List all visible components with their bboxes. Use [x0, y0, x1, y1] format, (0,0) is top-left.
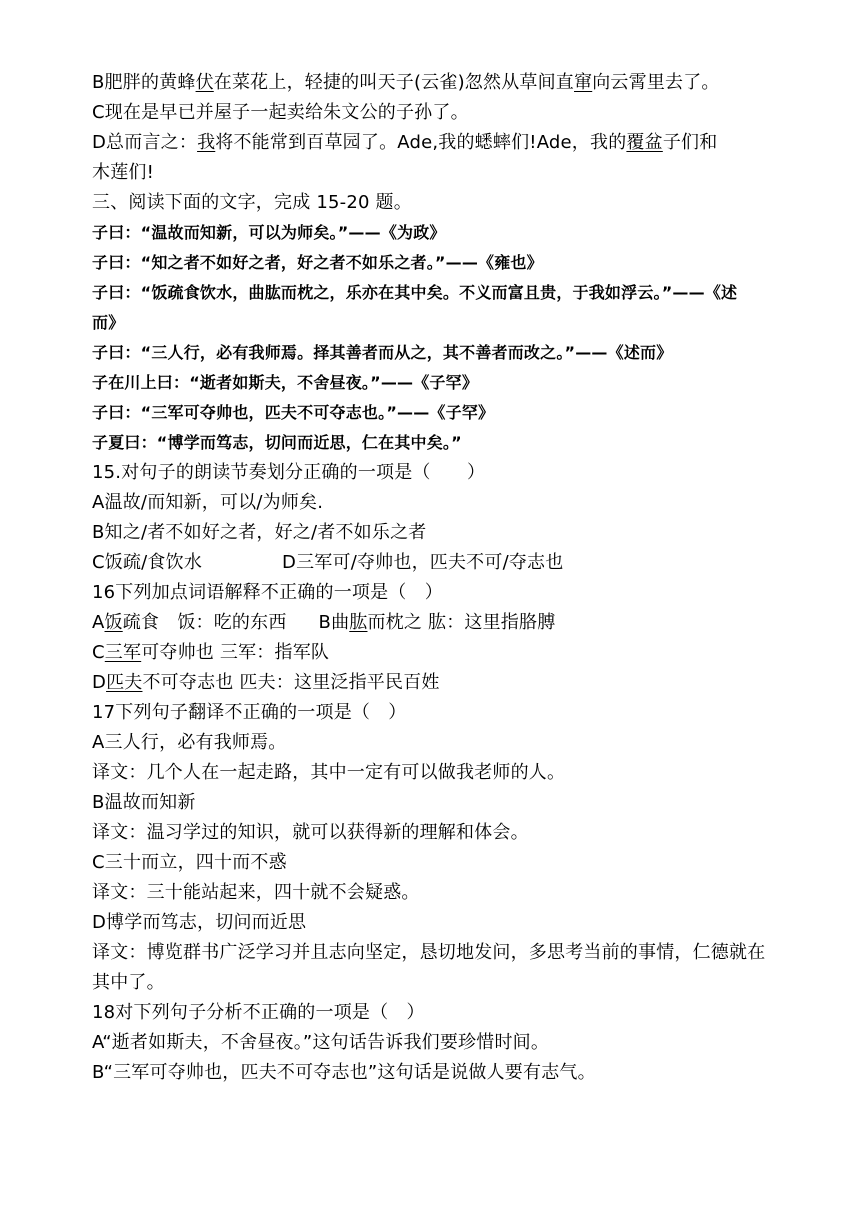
q17-option-a-translation: 译文：几个人在一起走路，其中一定有可以做我老师的人。 — [92, 762, 566, 783]
text: 疏食 饭：吃的东西 — [122, 612, 287, 633]
underlined-word: 饭 — [104, 612, 123, 633]
q15-options-c-d — [92, 548, 860, 578]
text: B肥胖的黄蜂 — [92, 72, 196, 93]
underlined-word: 覆盆 — [626, 132, 663, 153]
text: 在菜花上，轻捷的叫天子(云雀)忽然从草间直 — [213, 72, 575, 93]
q17-option-c: C三十而立，四十而不惑 — [92, 852, 287, 873]
q17-option-b: B温故而知新 — [92, 792, 196, 813]
q17-option-b-translation: 译文：温习学过的知识，就可以获得新的理解和体会。 — [92, 822, 529, 843]
underlined-word: 匹夫 — [106, 672, 143, 693]
text: 向云霄里去了。 — [592, 72, 720, 93]
q16-options-a-b — [92, 608, 860, 638]
section-heading: 三、阅读下面的文字，完成 15-20 题。 — [92, 192, 412, 213]
text: 可夺帅也 三军：指军队 — [141, 642, 330, 663]
text: 子们和 — [662, 132, 718, 153]
option-b-line — [92, 68, 860, 98]
q17-option-d-translation: 译文：博览群书广泛学习并且志向坚定，恳切地发问，多思考当前的事情，仁德就在其中了。 — [92, 942, 766, 993]
q15-option-a: A温故/而知新，可以/为师矣. — [92, 492, 324, 513]
text: 而枕之 肱：这里指胳膊 — [367, 612, 556, 633]
text: D — [92, 672, 107, 693]
quote-5: 子在川上曰：“逝者如斯夫，不舍昼夜。”——《子罕》 — [92, 373, 479, 392]
quote-4: 子曰：“三人行，必有我师焉。择其善者而从之，其不善者而改之。”——《述而》 — [92, 343, 673, 362]
quote-7: 子夏曰：“博学而笃志，切问而近思，仁在其中矣。” — [92, 433, 462, 452]
q18-option-a: A“逝者如斯夫，不舍昼夜。”这句话告诉我们要珍惜时间。 — [92, 1032, 550, 1053]
q18-option-b: B“三军可夺帅也，匹夫不可夺志也”这句话是说做人要有志气。 — [92, 1062, 596, 1083]
option-d-continued: 木莲们! — [92, 162, 155, 183]
text: D总而言之： — [92, 132, 198, 153]
quote-1: 子曰：“温故而知新，可以为师矣。”——《为政》 — [92, 223, 446, 242]
text: C — [92, 642, 105, 663]
text: 不可夺志也 匹夫：这里泛指平民百姓 — [142, 672, 440, 693]
option-d-line — [92, 128, 860, 158]
q17-option-a: A三人行，必有我师焉。 — [92, 732, 287, 753]
quote-2: 子曰：“知之者不如好之者，好之者不如乐之者。”——《雍也》 — [92, 253, 543, 272]
underlined-word: 我 — [197, 132, 216, 153]
text: 将不能常到百草园了。Ade,我的蟋蟀们!Ade，我的 — [215, 132, 627, 153]
q15-option-d: D三军可/夺帅也，匹夫不可/夺志也 — [282, 552, 564, 573]
underlined-word: 伏 — [195, 72, 214, 93]
q16-option-d — [92, 668, 860, 698]
question-17: 17下列句子翻译不正确的一项是（ ） — [92, 702, 407, 723]
q17-option-d: D博学而笃志，切问而近思 — [92, 912, 307, 933]
underlined-word: 窜 — [574, 72, 593, 93]
q15-option-c: C饭疏/食饮水 — [92, 552, 203, 573]
question-15: 15.对句子的朗读节奏划分正确的一项是（ ） — [92, 462, 486, 483]
quote-6: 子曰：“三军可夺帅也，匹夫不可夺志也。”——《子罕》 — [92, 403, 495, 422]
question-18: 18对下列句子分析不正确的一项是（ ） — [92, 1002, 425, 1023]
option-c-line: C现在是早已并屋子一起卖给朱文公的子孙了。 — [92, 102, 469, 123]
q16-option-c — [92, 638, 860, 668]
q15-option-b: B知之/者不如好之者，好之/者不如乐之者 — [92, 522, 427, 543]
text: B曲 — [318, 612, 350, 633]
quote-3-continued: 而》 — [92, 313, 125, 332]
underlined-word: 三军 — [104, 642, 142, 663]
q17-option-c-translation: 译文：三十能站起来，四十就不会疑惑。 — [92, 882, 420, 903]
quote-3: 子曰：“饭疏食饮水，曲肱而枕之，乐亦在其中矣。不义而富且贵，于我如浮云。”——《述 — [92, 283, 738, 302]
text: A — [92, 612, 105, 633]
underlined-word: 肱 — [349, 612, 368, 633]
question-16: 16下列加点词语解释不正确的一项是（ ） — [92, 582, 443, 603]
